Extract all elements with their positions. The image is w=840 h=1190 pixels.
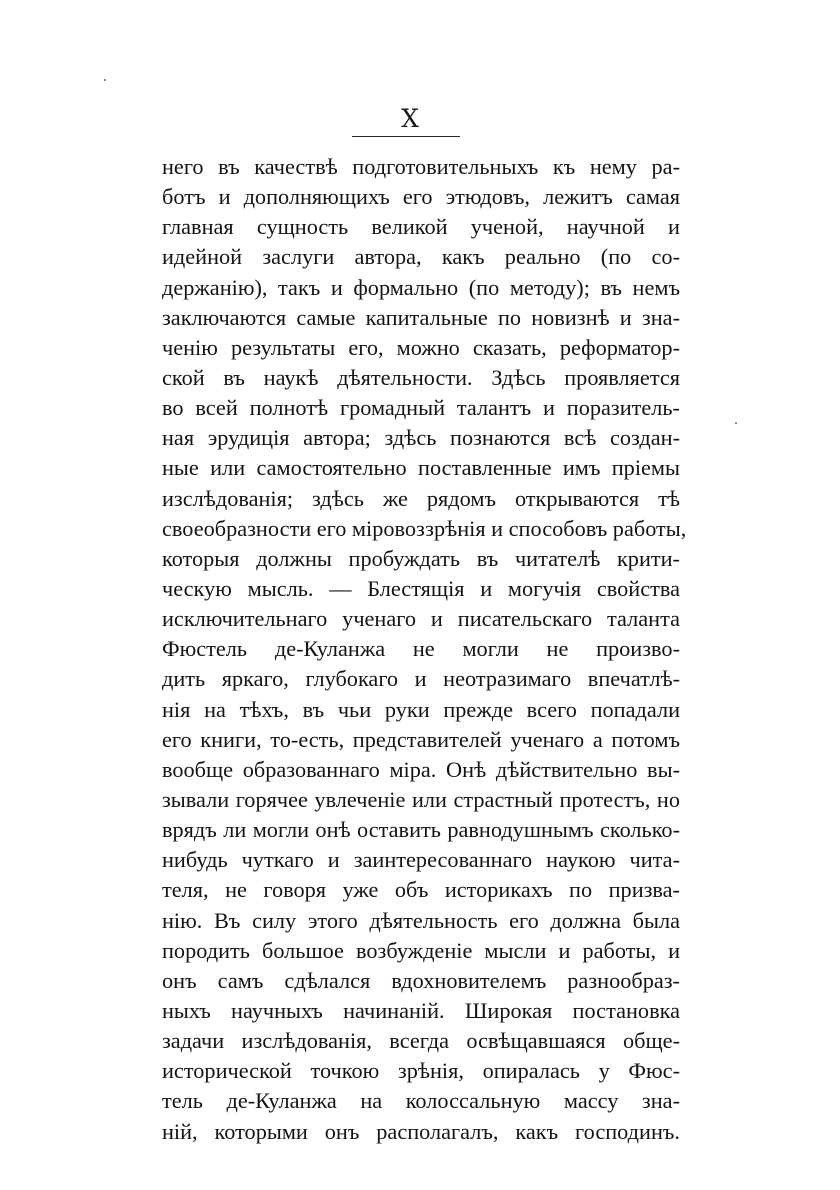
text-line: ской въ наукѣ дѣятельности. Здѣсь проявляется	[162, 364, 680, 390]
text-line: нію. Въ силу этого дѣятельность его должна была	[162, 907, 680, 933]
text-line: нія на тѣхъ, въ чьи руки прежде всего попадали	[162, 696, 680, 722]
text-line: которыя должны пробуждать въ читателѣ крити-	[162, 545, 680, 571]
text-line: вообще образованнаго міра. Онѣ дѣйствительно вы-	[162, 756, 680, 782]
text-line: ній, которыми онъ располагалъ, какъ господинъ.	[162, 1118, 680, 1144]
text-line: его книги, то-есть, представителей ученаго а потомъ	[162, 726, 680, 752]
text-line: ческую мысль. — Блестящія и могучія свойства	[162, 575, 680, 601]
text-line: ботъ и дополняющихъ его этюдовъ, лежитъ самая	[162, 184, 680, 210]
text-line: держанію), такъ и формально (по методу); въ немъ	[162, 274, 680, 300]
text-line: задачи изслѣдованія, всегда освѣщавшаяся обще-	[162, 1028, 680, 1054]
paper-speck	[104, 79, 106, 81]
text-line: врядъ ли могли онѣ оставить равнодушнымъ сколько-	[162, 817, 680, 843]
text-line: исторической точкою зрѣнія, опиралась у Фюс-	[162, 1058, 680, 1084]
header-rule	[352, 136, 460, 137]
page-number: X	[401, 104, 419, 133]
text-line: него въ качествѣ подготовительныхъ къ нему ра-	[162, 154, 680, 179]
text-line: Фюстель де-Куланжа не могли не произво-	[162, 636, 680, 662]
text-line: своеобразности его міровоззрѣнія и способовъ работы,	[162, 515, 687, 541]
text-line: онъ самъ сдѣлался вдохновителемъ разнообраз-	[162, 967, 680, 993]
text-line: ная эрудиція автора; здѣсь познаются всѣ создан-	[162, 425, 680, 451]
text-line: ченію результаты его, можно сказать, реформатор-	[162, 334, 680, 360]
text-line: зывали горячее увлеченіе или страстный протестъ, но	[162, 786, 680, 812]
text-line: дить яркаго, глубокаго и неотразимаго впечатлѣ-	[162, 666, 680, 692]
text-line: идейной заслуги автора, какъ реально (по со-	[162, 244, 680, 270]
paper-speck	[735, 422, 737, 424]
text-line: изслѣдованія; здѣсь же рядомъ открываются тѣ	[162, 485, 680, 511]
text-line: тель де-Куланжа на колоссальную массу зна-	[162, 1088, 680, 1114]
text-line: нибудь чуткаго и заинтересованнаго наукою чита-	[162, 847, 680, 873]
text-line: главная сущность великой ученой, научной и	[162, 214, 680, 240]
text-line: породить большое возбужденіе мысли и работы, и	[162, 937, 680, 963]
text-line: во всей полнотѣ громадный талантъ и поразитель-	[162, 395, 680, 421]
text-line: заключаются самые капитальные по новизнѣ и зна-	[162, 304, 680, 330]
text-line: теля, не говоря уже объ историкахъ по призва-	[162, 877, 680, 903]
text-line: ные или самостоятельно поставленные имъ пріемы	[162, 455, 680, 481]
body-text	[162, 152, 687, 1147]
text-line: исключительнаго ученаго и писательскаго таланта	[162, 606, 680, 632]
text-line: ныхъ научныхъ начинаній. Широкая постановка	[162, 997, 680, 1023]
